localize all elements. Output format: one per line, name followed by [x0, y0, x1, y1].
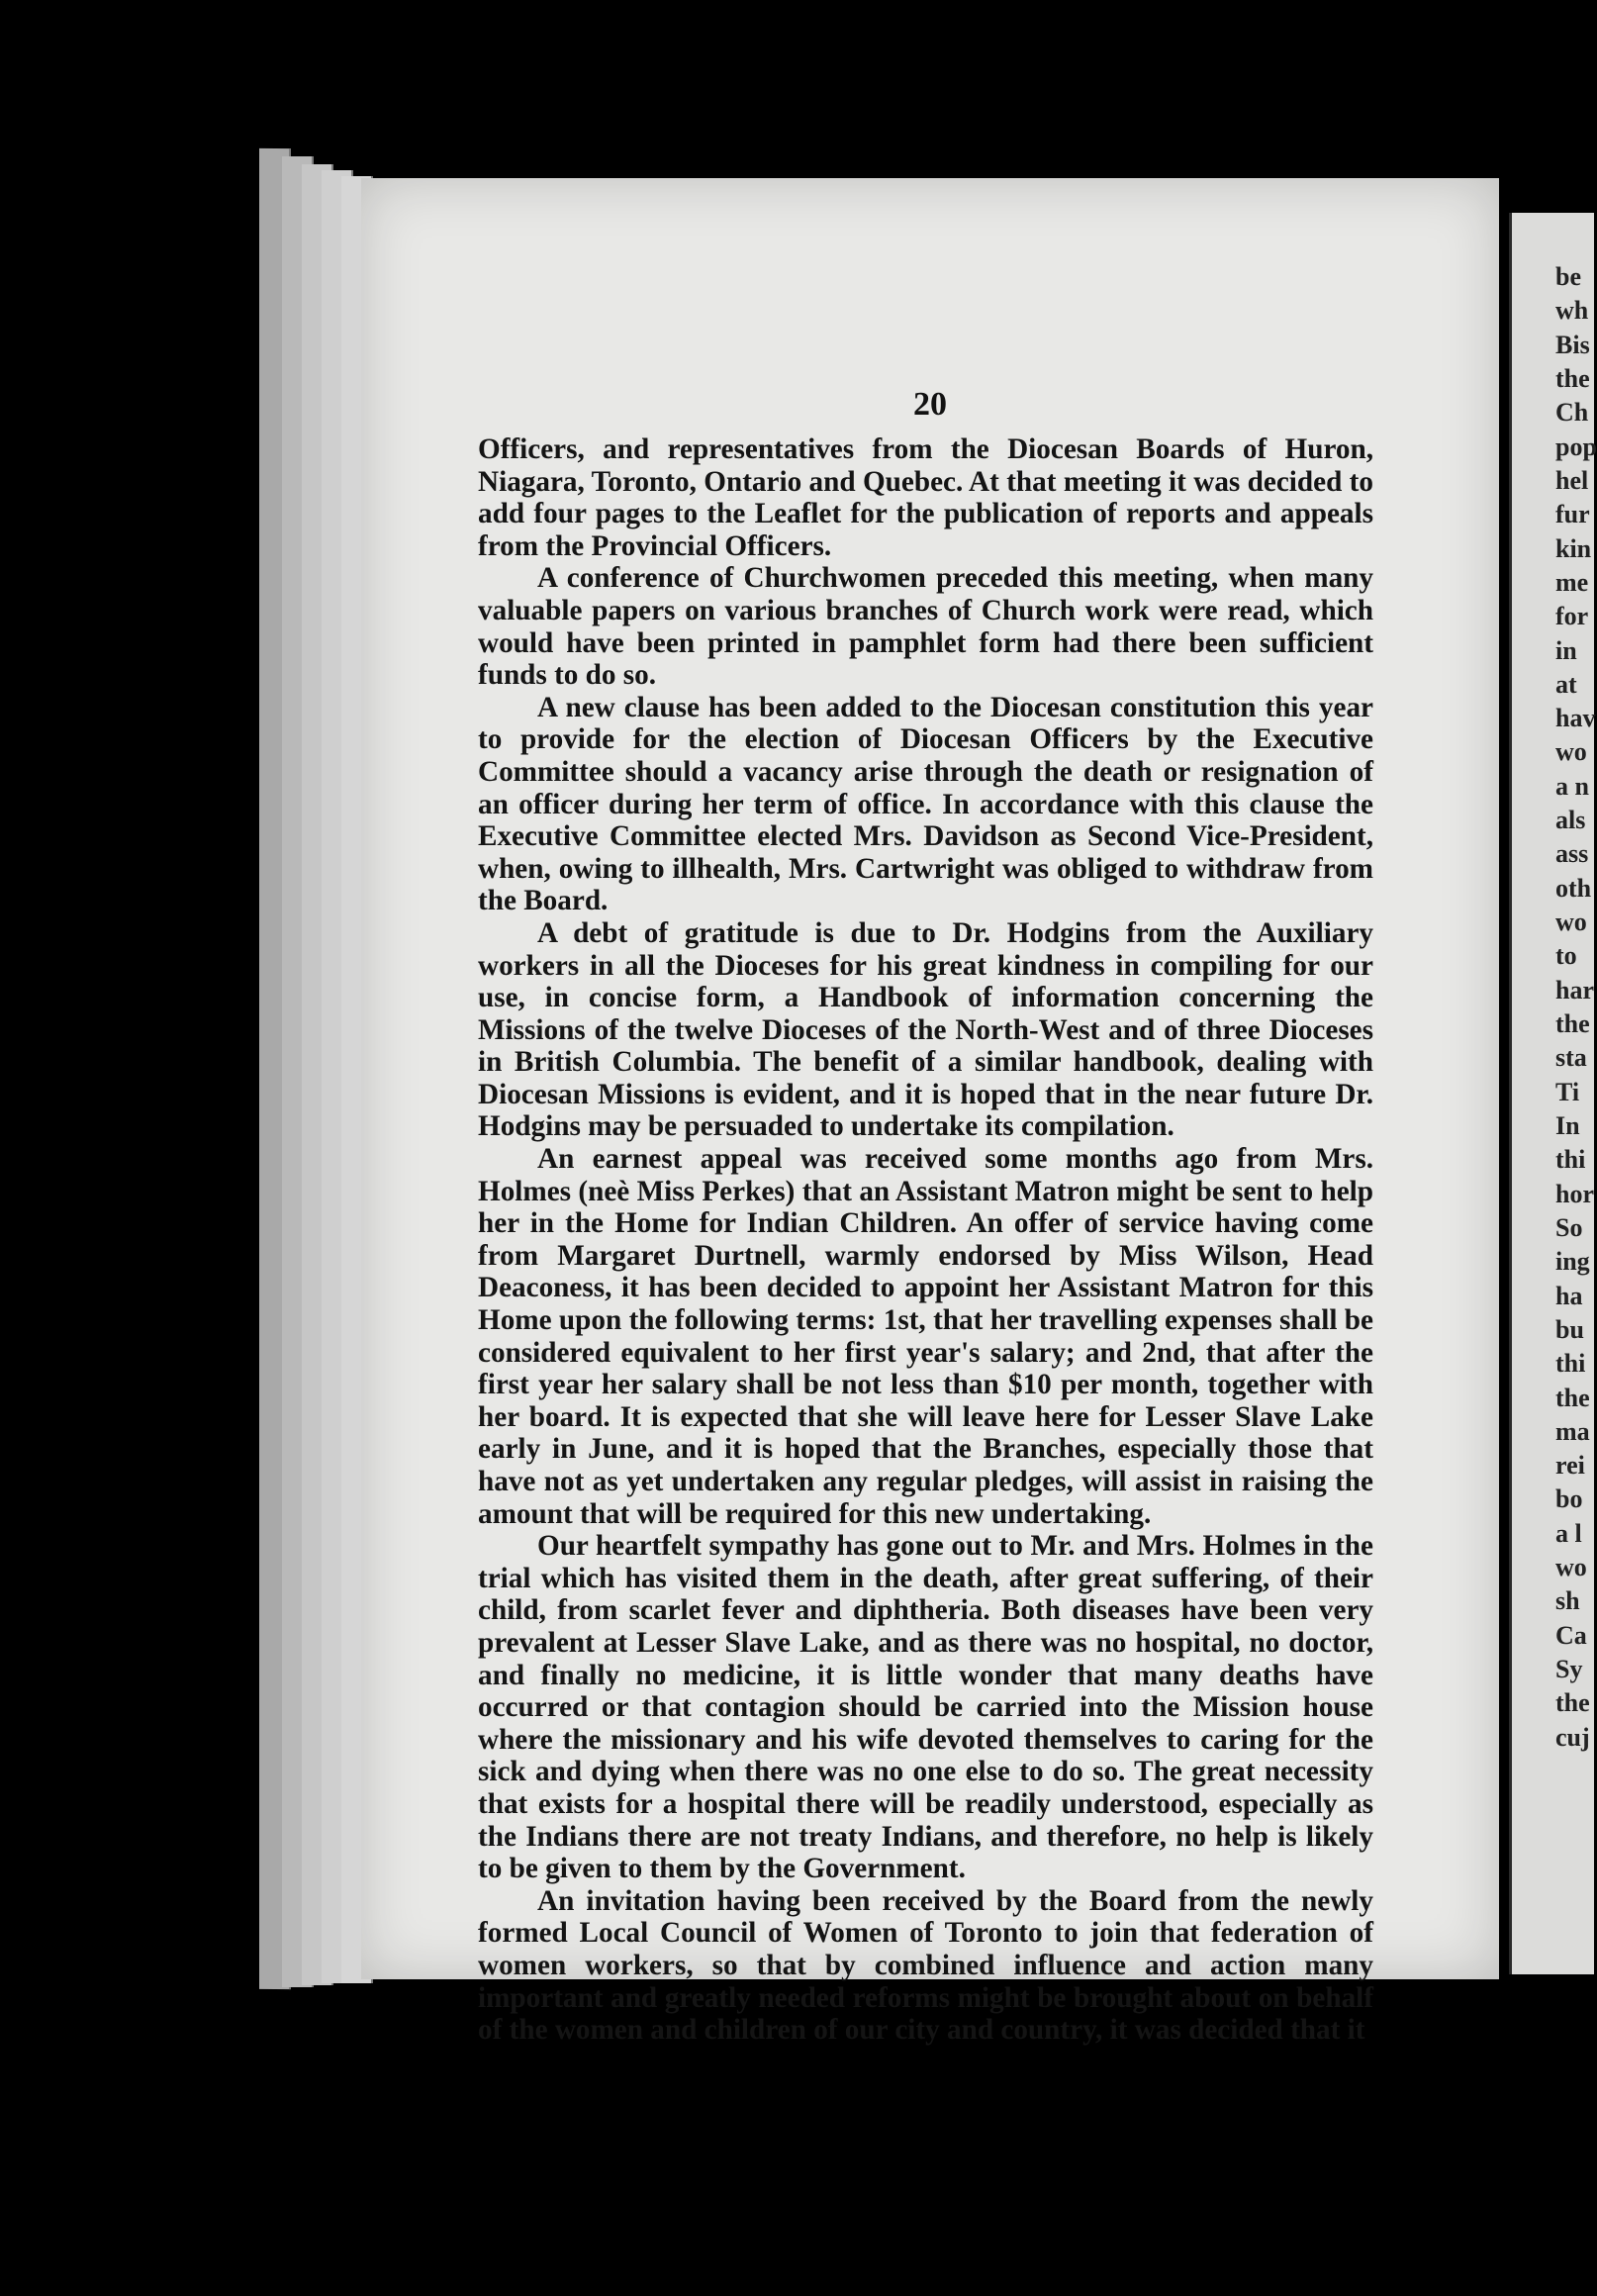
facing-page-fragment: ma: [1555, 1416, 1590, 1446]
facing-page-fragment: the: [1555, 1009, 1590, 1038]
paragraph: A new clause has been added to the Diocesan constitution this year to provide for the election of Diocesan Officers by the Executive Committee should a vacancy arise through the death or resignation of an officer during her term of office. In accordance with this clause the Executive Committee elected Mrs. Davidson as Second Vice-President, when, owing to illhealth, Mrs. Cartwright was obliged to withdraw from the Board.: [478, 691, 1373, 917]
paragraph: An invitation having been received by the Board from the newly formed Local Council of Women of Toronto to join that federation of women workers, so that by combined influence and action many important and greatly needed reforms might be brought about on behalf of the women and children of our city and country, it was decided that it: [478, 1884, 1373, 2047]
facing-page-fragment: in: [1555, 635, 1577, 665]
facing-page-fragment: als: [1555, 806, 1586, 835]
body-text: [478, 433, 1373, 2047]
facing-page-fragment: hav: [1555, 704, 1596, 733]
facing-page-fragment: hel: [1555, 465, 1589, 495]
facing-page-fragment: the: [1555, 1383, 1590, 1412]
facing-page-fragment: So: [1555, 1212, 1583, 1242]
facing-page-fragment: ass: [1555, 839, 1589, 869]
paragraph: Officers, and representatives from the Diocesan Boards of Huron, Niagara, Toronto, Ontario and Quebec. At that meeting it was decided to add four pages to the Leaflet for the publication of reports and appeals from the Provincial Officers.: [478, 433, 1373, 562]
facing-page-fragment: sta: [1555, 1043, 1587, 1073]
facing-page-fragment: the: [1555, 1688, 1590, 1718]
facing-page-fragment: rei: [1555, 1451, 1585, 1481]
left-page: [361, 178, 1499, 2047]
facing-page-fragment: for: [1555, 602, 1589, 631]
facing-page-fragment: thi: [1555, 1349, 1586, 1379]
facing-page-fragment: hor: [1555, 1179, 1594, 1208]
facing-page-fragment: thi: [1555, 1145, 1586, 1175]
facing-page-fragment: Ch: [1555, 398, 1589, 428]
paragraph: A conference of Churchwomen preceded this meeting, when many valuable papers on various branches of Church work were read, which would have been printed in pamphlet form had there been sufficient funds to do so.: [478, 562, 1373, 692]
facing-page-fragment: Ti: [1555, 1077, 1580, 1106]
facing-page-fragment: ha: [1555, 1281, 1583, 1310]
facing-page-fragment: Sy: [1555, 1655, 1583, 1684]
facing-page-fragment: bo: [1555, 1484, 1583, 1514]
facing-page-fragment: oth: [1555, 873, 1592, 903]
paragraph: A debt of gratitude is due to Dr. Hodgins from the Auxiliary workers in all the Dioceses for his great kindness in compiling for our use, in concise form, a Handbook of information concerning the Missions of the twelve Dioceses of the North-West and of three Dioceses in British Columbia. The benefit of a similar handbook, dealing with Diocesan Missions is evident, and it is hoped that in the near future Dr. Hodgins may be persuaded to undertake its compilation.: [478, 916, 1373, 1143]
facing-page-fragment: wh: [1555, 296, 1589, 326]
facing-page-fragment: kin: [1555, 533, 1592, 563]
facing-page-fragment: wo: [1555, 908, 1587, 937]
facing-page-fragment: to: [1555, 941, 1577, 971]
paragraph: An earnest appeal was received some months ago from Mrs. Holmes (neè Miss Perkes) that an Assistant Matron might be sent to help her in the Home for Indian Children. An offer of service having come from Margaret Durtnell, warmly endorsed by Miss Wilson, Head Deaconess, it has been decided to appoint her Assistant Matron for this Home upon the following terms: 1st, that her travelling expenses shall be considered equivalent to her first year's salary; and 2nd, that after the first year her salary shall be not less than $10 per month, together with her board. It is expected that she will leave here for Lesser Slave Lake early in June, and it is hoped that the Branches, especially those that have not as yet undertaken any regular pledges, will assist in raising the amount that will be required for this new undertaking.: [478, 1143, 1373, 1530]
facing-page-fragment: wo: [1555, 737, 1587, 767]
facing-page-fragment: the: [1555, 363, 1590, 393]
facing-page-fragment: cuj: [1555, 1722, 1590, 1752]
facing-page-fragment: a n: [1555, 771, 1589, 801]
facing-page-fragment: har: [1555, 975, 1594, 1004]
facing-page-fragment: me: [1555, 567, 1589, 597]
facing-page-fragment: ing: [1555, 1247, 1590, 1277]
facing-page-fragment: bu: [1555, 1314, 1584, 1344]
page-number: 20: [913, 386, 947, 423]
facing-page-fragment: at: [1555, 669, 1577, 699]
facing-page-strip: [1509, 213, 1597, 1974]
facing-page-fragment: fur: [1555, 500, 1590, 529]
facing-page-fragment: wo: [1555, 1553, 1587, 1582]
facing-page-fragment: be: [1555, 262, 1581, 291]
facing-page-fragment: Bis: [1555, 330, 1590, 359]
paragraph: Our heartfelt sympathy has gone out to Mr. and Mrs. Holmes in the trial which has visited them in the death, after great suffering, of their child, from scarlet fever and diphtheria. Both diseases have been very prevalent at Lesser Slave Lake, and as there was no hospital, no doctor, and finally no medicine, it is little wonder that many deaths have occurred or that contagion should be carried into the Mission house where the missionary and his wife devoted themselves to caring for the sick and dying when there was no one else to do so. The great necessity that exists for a hospital there will be readily understood, especially as the Indians there are not treaty Indians, and therefore, no help is likely to be given to them by the Government.: [478, 1530, 1373, 1885]
facing-page-fragment: pop: [1555, 431, 1597, 461]
facing-page-fragment: Ca: [1555, 1620, 1587, 1650]
facing-page-fragment: sh: [1555, 1586, 1580, 1616]
facing-page-fragment: a l: [1555, 1518, 1582, 1548]
facing-page-fragment: In: [1555, 1110, 1580, 1140]
